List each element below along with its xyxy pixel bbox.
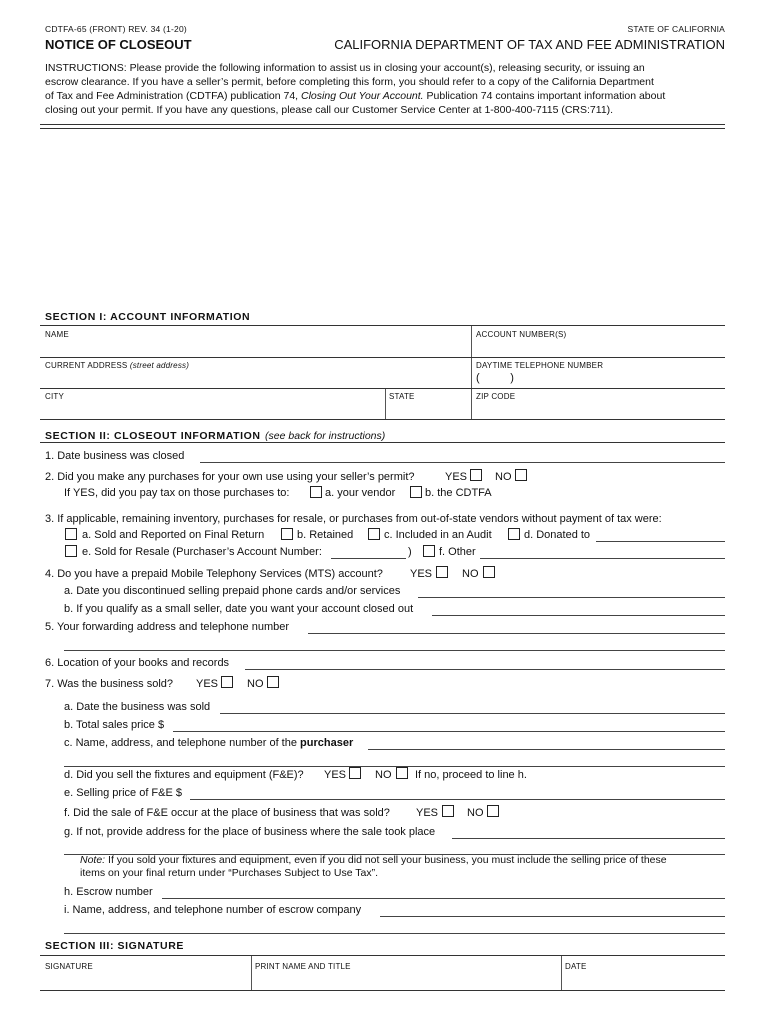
note-text: If you sold your fixtures and equipment, even if you did not sell your business, you must include the selling price of these [105,854,667,866]
print-name-field[interactable] [255,972,555,988]
escrow-company-field-2[interactable] [64,921,725,934]
books-location-field[interactable] [245,657,725,670]
q7-no-label: NO [247,678,264,690]
q3f-label: f. Other [439,546,476,558]
q3a-label: a. Sold and Reported on Final Return [82,529,265,541]
q2-cdtfa-label: b. the CDTFA [425,487,492,499]
note [80,854,667,880]
divider [40,388,725,389]
q2-no-checkbox[interactable] [515,469,527,481]
donated-to-field[interactable] [596,529,725,542]
q3a-checkbox[interactable] [65,528,77,540]
state-field-label: STATE [389,392,415,401]
q3b-checkbox[interactable] [281,528,293,540]
daytime-phone-field[interactable] [530,371,720,387]
instructions-text: Publication 74 contains important information about [423,90,666,102]
signature-label: SIGNATURE [45,962,93,971]
current-address-field[interactable] [45,371,465,387]
q2-vendor-checkbox[interactable] [310,486,322,498]
q2-label: 2. Did you make any purchases for your own use using your seller’s permit? [45,471,415,483]
instructions-line [45,89,735,103]
q7f-no-checkbox[interactable] [487,805,499,817]
q5-label: 5. Your forwarding address and telephone number [45,621,290,633]
q7d-yes-label: YES [324,769,347,781]
name-field[interactable] [45,340,465,356]
header-divider [40,124,725,129]
q3c-label: c. Included in an Audit [384,529,492,541]
forwarding-address-field-2[interactable] [64,638,725,651]
q3-label: 3. If applicable, remaining inventory, purchases for resale, or purchases from out-of-state vendors without payment of tax were: [45,513,662,525]
q3e-checkbox[interactable] [65,545,77,557]
q2-vendor-label: a. your vendor [325,487,396,499]
current-address-label [45,361,189,370]
q2-no-label: NO [495,471,512,483]
state-field[interactable] [389,402,467,418]
q7a-label: a. Date the business was sold [64,701,211,713]
section-title-text: SECTION II: CLOSEOUT INFORMATION [45,430,261,442]
q7-label: 7. Was the business sold? [45,678,173,690]
q3d-checkbox[interactable] [508,528,520,540]
purchaser-account-field[interactable] [331,546,406,559]
print-name-label: PRINT NAME AND TITLE [255,962,351,971]
q7-yes-label: YES [196,678,219,690]
q7g-label: g. If not, provide address for the place of business where the sale took place [64,826,436,838]
q7f-no-label: NO [467,807,484,819]
section-title-note: (see back for instructions) [265,430,386,442]
q7d-no-checkbox[interactable] [396,767,408,779]
q7-yes-checkbox[interactable] [221,676,233,688]
q7f-yes-label: YES [416,807,439,819]
q4-no-label: NO [462,568,479,580]
q7e-label: e. Selling price of F&E $ [64,787,183,799]
divider [471,326,472,419]
q2-yes-checkbox[interactable] [470,469,482,481]
purchaser-info-field[interactable] [368,737,725,750]
agency-name: CALIFORNIA DEPARTMENT OF TAX AND FEE ADMINISTRATION [334,37,725,52]
label-text: CURRENT ADDRESS [45,361,128,370]
q4-label: 4. Do you have a prepaid Mobile Telephony Services (MTS) account? [45,568,383,580]
q4b-label: b. If you qualify as a small seller, date you want your account closed out [64,603,414,615]
note-line: items on your final return under “Purchases Subject to Use Tax”. [80,867,379,879]
q4-yes-label: YES [410,568,433,580]
form-title: NOTICE OF CLOSEOUT [45,37,192,52]
account-numbers-field[interactable] [476,340,721,356]
q1-label: 1. Date business was closed [45,450,185,462]
other-field[interactable] [480,546,725,559]
divider [40,955,725,956]
forwarding-address-field[interactable] [308,621,725,634]
date-field[interactable] [565,972,723,988]
q2-cdtfa-checkbox[interactable] [410,486,422,498]
instructions [45,61,735,117]
divider [40,990,725,991]
q7d-yes-checkbox[interactable] [349,767,361,779]
q7f-label: f. Did the sale of F&E occur at the place of business that was sold? [64,807,390,819]
date-closed-field[interactable] [200,450,725,463]
mts-discontinued-field[interactable] [418,585,725,598]
section1-title: SECTION I: ACCOUNT INFORMATION [45,311,251,323]
divider [40,419,725,420]
divider [251,956,252,990]
q7c-label [64,737,353,749]
state-label: STATE OF CALIFORNIA [627,24,725,34]
daytime-phone-label: DAYTIME TELEPHONE NUMBER [476,361,604,370]
instructions-line: escrow clearance. If you have a seller’s permit, before completing this form, you should refer to a copy of the California Department [45,76,654,88]
q7f-yes-checkbox[interactable] [442,805,454,817]
total-sales-price-field[interactable] [173,719,725,732]
form-id: CDTFA-65 (FRONT) REV. 34 (1-20) [45,24,187,34]
q3b-label: b. Retained [297,529,354,541]
date-sold-field[interactable] [220,701,725,714]
q7-no-checkbox[interactable] [267,676,279,688]
zip-field[interactable] [476,402,721,418]
q7b-label: b. Total sales price $ [64,719,165,731]
q2-yes-label: YES [445,471,468,483]
city-label: CITY [45,392,65,401]
signature-field[interactable] [45,972,245,988]
publication-title: Closing Out Your Account. [301,90,424,102]
name-label: NAME [45,330,69,339]
q4a-label: a. Date you discontinued selling prepaid phone cards and/or services [64,585,401,597]
label-emphasis: purchaser [300,737,354,749]
q7d-note: If no, proceed to line h. [415,769,527,781]
purchaser-info-field-2[interactable] [64,754,725,767]
q7h-label: h. Escrow number [64,886,153,898]
divider [40,357,725,358]
q7d-no-label: NO [375,769,392,781]
account-numbers-label: ACCOUNT NUMBER(S) [476,330,567,339]
q3e-label: e. Sold for Resale (Purchaser’s Account Number: [82,546,322,558]
instructions-text: of Tax and Fee Administration (CDTFA) publication 74, [45,90,302,102]
q3e-close-paren: ) [408,546,412,558]
escrow-company-field[interactable] [380,904,725,917]
small-seller-date-field[interactable] [432,603,725,616]
q2-sub-label: If YES, did you pay tax on those purchases to: [64,487,290,499]
q4-yes-checkbox[interactable] [436,566,448,578]
label-hint: (street address) [129,361,190,370]
note-line [80,854,667,867]
escrow-number-field[interactable] [162,886,725,899]
q7i-label: i. Name, address, and telephone number of escrow company [64,904,362,916]
divider [40,442,725,443]
q7d-label: d. Did you sell the fixtures and equipment (F&E)? [64,769,304,781]
q3d-label: d. Donated to [524,529,591,541]
instructions-line: closing out your permit. If you have any questions, please call our Customer Service Center at 1-800-400-7115 (CRS:711). [45,104,614,116]
q3c-checkbox[interactable] [368,528,380,540]
divider [561,956,562,990]
note-label: Note: [80,854,106,866]
phone-area-code: ( ) [476,372,514,384]
instructions-line: INSTRUCTIONS: Please provide the following information to assist us in closing your account(s), releasing security, or issuing an [45,62,645,74]
zip-label: ZIP CODE [476,392,516,401]
section3-title: SECTION III: SIGNATURE [45,940,185,952]
sale-place-field[interactable] [452,826,725,839]
q4-no-checkbox[interactable] [483,566,495,578]
divider [40,325,725,326]
fe-selling-price-field[interactable] [190,787,725,800]
city-field[interactable] [45,402,380,418]
date-label: DATE [565,962,587,971]
q3f-checkbox[interactable] [423,545,435,557]
divider [385,389,386,419]
label-text: c. Name, address, and telephone number of the [64,737,301,749]
q6-label: 6. Location of your books and records [45,657,230,669]
